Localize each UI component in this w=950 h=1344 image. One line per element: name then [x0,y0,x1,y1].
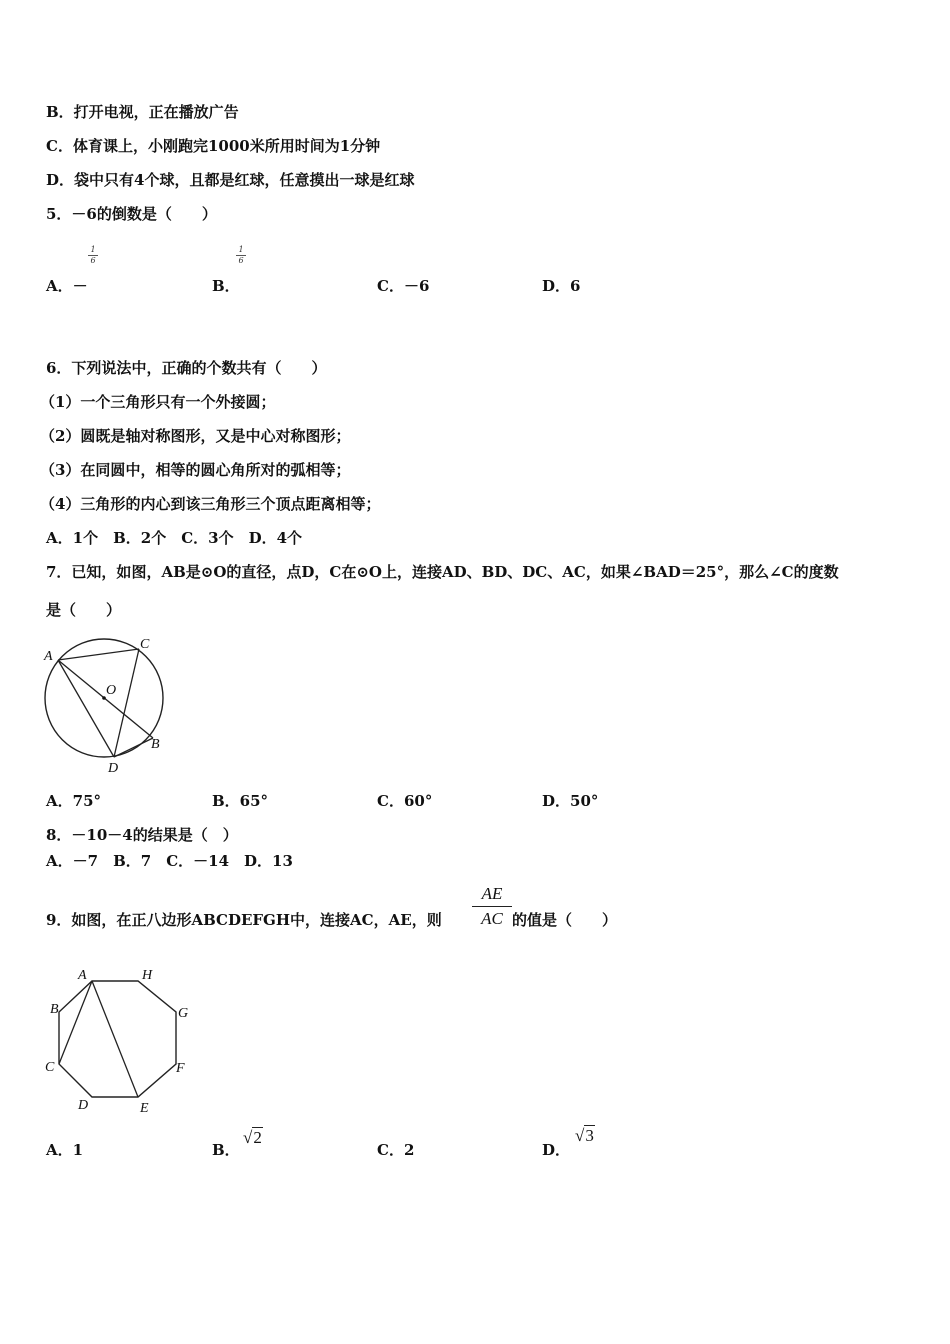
q9-octagon-figure [40,965,200,1115]
q9-label-b: B [50,1002,59,1017]
q7-label-c: C [140,637,150,652]
q9-label-a: A [78,968,87,983]
q9-label-e: E [140,1101,149,1115]
q8-stem: 8．－10－4的结果是（ ） [46,826,238,844]
q9-option-a: A．1 [46,1141,84,1159]
q5-fraction-a: 1 6 [88,246,98,265]
q9-option-d: D． [542,1141,571,1159]
q9-sqrt-3: √3 [575,1126,594,1145]
q7-option-b: B．65° [212,792,269,810]
q7-label-o: O [106,683,117,698]
q9-label-g: G [178,1006,189,1021]
q6-statement-3: （3）在同圆中，相等的圆心角所对的弧相等； [40,461,351,479]
q5-option-b: B． [212,277,240,295]
q7-label-a: A [44,649,53,664]
q9-label-c: C [45,1060,55,1075]
q5-stem: 5．－6的倒数是（ ） [46,205,217,223]
q9-sqrt-2: √2 [243,1128,262,1147]
q6-options: A．1个 B．2个 C．3个 D．4个 [46,529,303,547]
q7-label-d: D [108,761,119,776]
q7-option-a: A．75° [46,792,102,810]
q7-stem-line1: 7．已知，如图，AB是⊙O的直径，点D，C在⊙O上，连接AD、BD、DC、AC，如果∠BAD＝25°，那么∠C的度数 [46,563,839,581]
q5-option-a: A．－ [46,277,88,295]
q7-stem-line2: 是（ ） [46,601,122,619]
q5-option-d: D．6 [542,277,581,295]
q7-label-b: B [151,737,160,752]
q9-fraction: AE AC [472,884,512,929]
q6-statement-4: （4）三角形的内心到该三角形三个顶点距离相等； [40,495,381,513]
q9-option-b: B． [212,1141,240,1159]
q9-option-c: C．2 [377,1141,415,1159]
q8-options: A．－7 B．7 C．－14 D．13 [46,852,293,870]
q6-statement-2: （2）圆既是轴对称图形，又是中心对称图形； [40,427,351,445]
q7-option-c: C．60° [377,792,433,810]
q5-fraction-b: 1 6 [236,246,246,265]
q9-label-f: F [176,1061,185,1076]
q7-circle-figure [40,630,180,780]
q5-option-c: C．－6 [377,277,430,295]
q9-stem-a: 9．如图，在正八边形ABCDEFGH中，连接AC，AE，则 [46,911,442,929]
q9-label-d: D [78,1098,89,1113]
q4-option-c: C．体育课上，小刚跑完1000米所用时间为1分钟 [46,137,381,155]
q9-stem-b: 的值是（ ） [512,911,618,929]
q6-statement-1: （1）一个三角形只有一个外接圆； [40,393,276,411]
q4-option-b: B．打开电视，正在播放广告 [46,103,239,121]
q4-option-d: D．袋中只有4个球，且都是红球，任意摸出一球是红球 [46,171,415,189]
q9-label-h: H [142,968,153,983]
q7-option-d: D．50° [542,792,599,810]
q6-stem: 6．下列说法中，正确的个数共有（ ） [46,359,327,377]
